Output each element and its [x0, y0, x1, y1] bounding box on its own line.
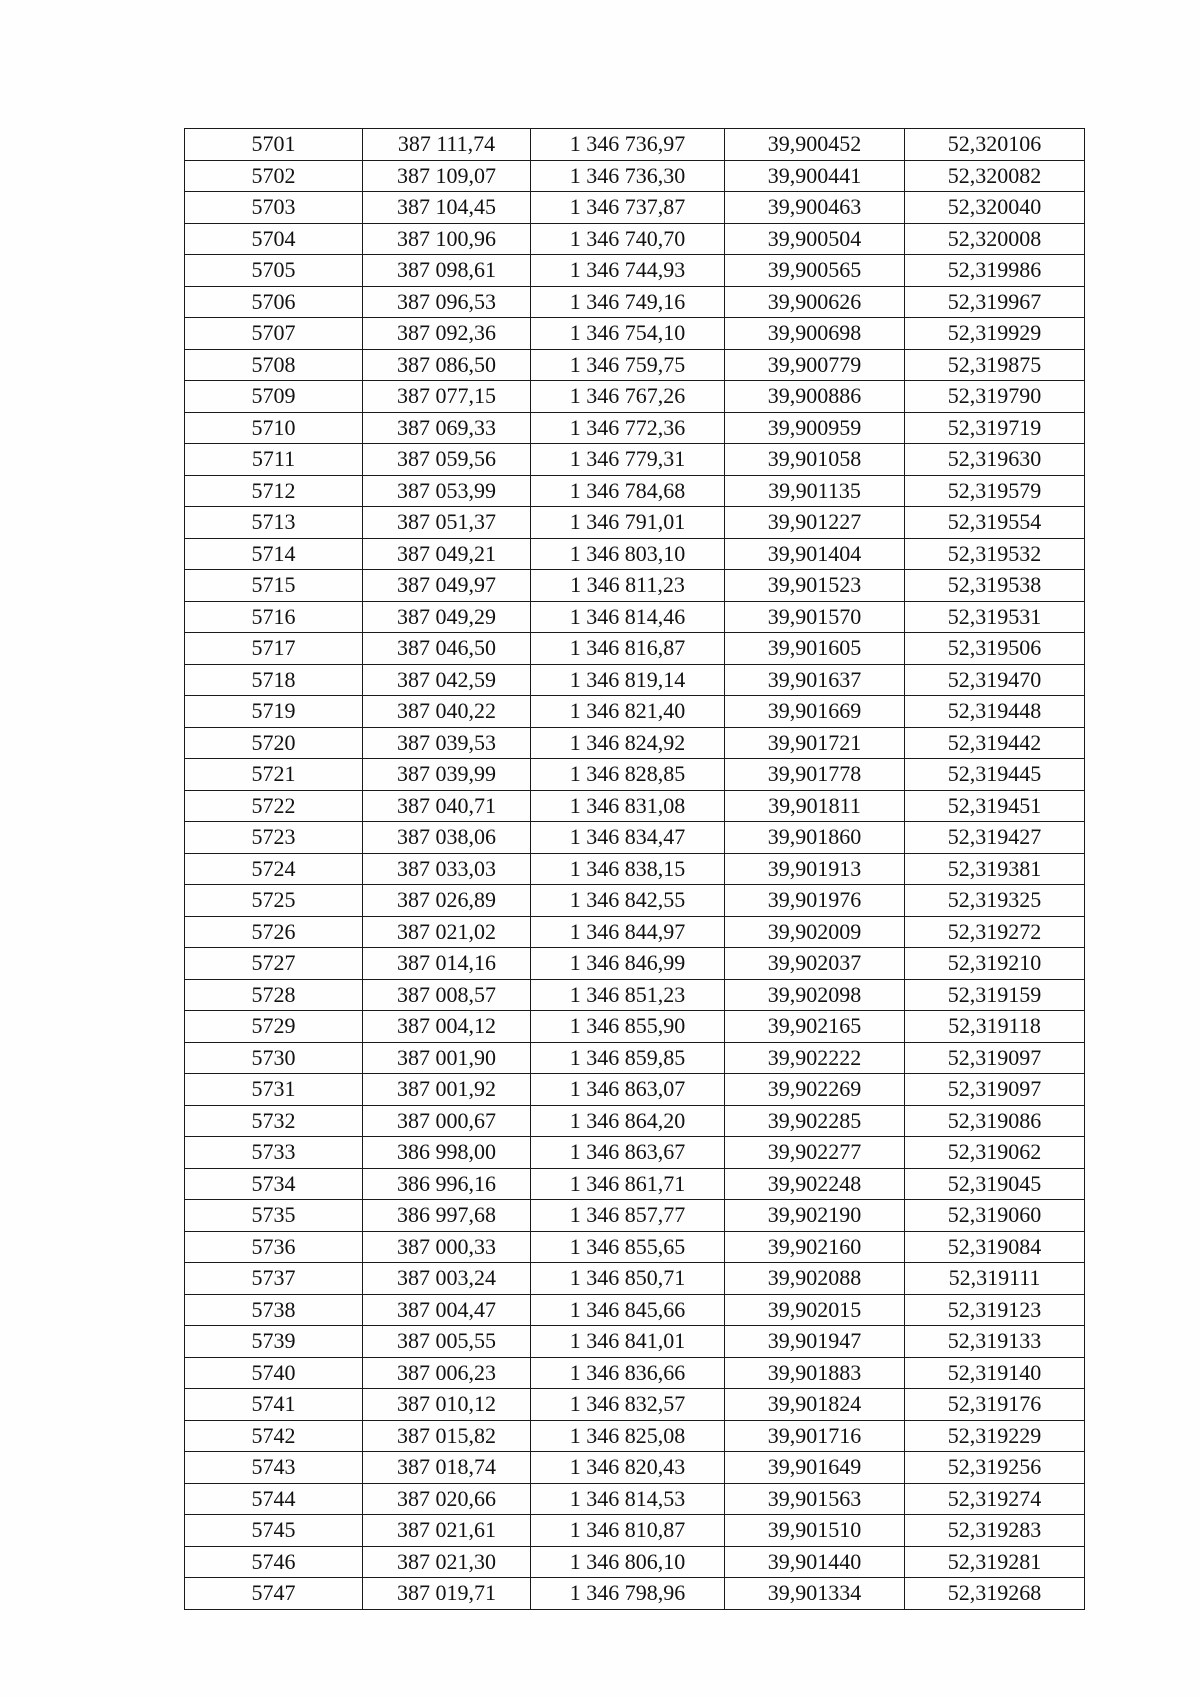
longitude-cell: 39,901570: [725, 601, 905, 633]
longitude-cell: 39,901510: [725, 1515, 905, 1547]
x-coordinate-cell: 387 033,03: [363, 853, 531, 885]
longitude-cell: 39,901404: [725, 538, 905, 570]
longitude-cell: 39,901778: [725, 759, 905, 791]
point-number-cell: 5732: [185, 1105, 363, 1137]
table-row: [185, 1389, 1085, 1421]
x-coordinate-cell: 387 040,71: [363, 790, 531, 822]
latitude-cell: 52,319283: [905, 1515, 1085, 1547]
y-coordinate-cell: 1 346 831,08: [531, 790, 725, 822]
latitude-cell: 52,319719: [905, 412, 1085, 444]
point-number-cell: 5738: [185, 1294, 363, 1326]
point-number-cell: 5710: [185, 412, 363, 444]
table-row: [185, 349, 1085, 381]
longitude-cell: 39,900452: [725, 129, 905, 161]
point-number-cell: 5743: [185, 1452, 363, 1484]
y-coordinate-cell: 1 346 816,87: [531, 633, 725, 665]
x-coordinate-cell: 387 021,61: [363, 1515, 531, 1547]
table-row: [185, 255, 1085, 287]
x-coordinate-cell: 387 000,33: [363, 1231, 531, 1263]
latitude-cell: 52,319159: [905, 979, 1085, 1011]
table-row: [185, 759, 1085, 791]
latitude-cell: 52,319427: [905, 822, 1085, 854]
point-number-cell: 5745: [185, 1515, 363, 1547]
y-coordinate-cell: 1 346 811,23: [531, 570, 725, 602]
longitude-cell: 39,901811: [725, 790, 905, 822]
table-row: [185, 727, 1085, 759]
longitude-cell: 39,902190: [725, 1200, 905, 1232]
table-row: [185, 979, 1085, 1011]
x-coordinate-cell: 387 020,66: [363, 1483, 531, 1515]
y-coordinate-cell: 1 346 863,07: [531, 1074, 725, 1106]
longitude-cell: 39,902165: [725, 1011, 905, 1043]
point-number-cell: 5724: [185, 853, 363, 885]
latitude-cell: 52,319086: [905, 1105, 1085, 1137]
table-row: [185, 1357, 1085, 1389]
point-number-cell: 5714: [185, 538, 363, 570]
point-number-cell: 5728: [185, 979, 363, 1011]
point-number-cell: 5746: [185, 1546, 363, 1578]
latitude-cell: 52,319140: [905, 1357, 1085, 1389]
table-row: [185, 1515, 1085, 1547]
y-coordinate-cell: 1 346 851,23: [531, 979, 725, 1011]
y-coordinate-cell: 1 346 814,53: [531, 1483, 725, 1515]
latitude-cell: 52,319281: [905, 1546, 1085, 1578]
x-coordinate-cell: 387 049,97: [363, 570, 531, 602]
latitude-cell: 52,319210: [905, 948, 1085, 980]
y-coordinate-cell: 1 346 863,67: [531, 1137, 725, 1169]
latitude-cell: 52,319256: [905, 1452, 1085, 1484]
latitude-cell: 52,319451: [905, 790, 1085, 822]
y-coordinate-cell: 1 346 845,66: [531, 1294, 725, 1326]
x-coordinate-cell: 387 010,12: [363, 1389, 531, 1421]
y-coordinate-cell: 1 346 855,65: [531, 1231, 725, 1263]
longitude-cell: 39,900565: [725, 255, 905, 287]
y-coordinate-cell: 1 346 850,71: [531, 1263, 725, 1295]
point-number-cell: 5737: [185, 1263, 363, 1295]
table-row: [185, 601, 1085, 633]
y-coordinate-cell: 1 346 749,16: [531, 286, 725, 318]
table-row: [185, 318, 1085, 350]
y-coordinate-cell: 1 346 855,90: [531, 1011, 725, 1043]
point-number-cell: 5709: [185, 381, 363, 413]
latitude-cell: 52,319268: [905, 1578, 1085, 1610]
y-coordinate-cell: 1 346 803,10: [531, 538, 725, 570]
point-number-cell: 5723: [185, 822, 363, 854]
table-row: [185, 1263, 1085, 1295]
table-row: [185, 192, 1085, 224]
point-number-cell: 5741: [185, 1389, 363, 1421]
longitude-cell: 39,901716: [725, 1420, 905, 1452]
longitude-cell: 39,900698: [725, 318, 905, 350]
x-coordinate-cell: 387 098,61: [363, 255, 531, 287]
y-coordinate-cell: 1 346 842,55: [531, 885, 725, 917]
latitude-cell: 52,319272: [905, 916, 1085, 948]
latitude-cell: 52,319967: [905, 286, 1085, 318]
x-coordinate-cell: 387 049,21: [363, 538, 531, 570]
y-coordinate-cell: 1 346 838,15: [531, 853, 725, 885]
table-row: [185, 160, 1085, 192]
longitude-cell: 39,901227: [725, 507, 905, 539]
latitude-cell: 52,320040: [905, 192, 1085, 224]
y-coordinate-cell: 1 346 810,87: [531, 1515, 725, 1547]
y-coordinate-cell: 1 346 759,75: [531, 349, 725, 381]
y-coordinate-cell: 1 346 861,71: [531, 1168, 725, 1200]
x-coordinate-cell: 387 008,57: [363, 979, 531, 1011]
x-coordinate-cell: 387 021,30: [363, 1546, 531, 1578]
longitude-cell: 39,900504: [725, 223, 905, 255]
latitude-cell: 52,319790: [905, 381, 1085, 413]
table-row: [185, 948, 1085, 980]
x-coordinate-cell: 387 039,99: [363, 759, 531, 791]
latitude-cell: 52,319084: [905, 1231, 1085, 1263]
table-row: [185, 129, 1085, 161]
table-row: [185, 412, 1085, 444]
y-coordinate-cell: 1 346 824,92: [531, 727, 725, 759]
longitude-cell: 39,901605: [725, 633, 905, 665]
longitude-cell: 39,902015: [725, 1294, 905, 1326]
latitude-cell: 52,319176: [905, 1389, 1085, 1421]
latitude-cell: 52,319111: [905, 1263, 1085, 1295]
latitude-cell: 52,319579: [905, 475, 1085, 507]
longitude-cell: 39,901913: [725, 853, 905, 885]
x-coordinate-cell: 387 096,53: [363, 286, 531, 318]
point-number-cell: 5702: [185, 160, 363, 192]
point-number-cell: 5739: [185, 1326, 363, 1358]
latitude-cell: 52,319929: [905, 318, 1085, 350]
point-number-cell: 5721: [185, 759, 363, 791]
latitude-cell: 52,319554: [905, 507, 1085, 539]
x-coordinate-cell: 387 004,12: [363, 1011, 531, 1043]
point-number-cell: 5747: [185, 1578, 363, 1610]
table-row: [185, 1042, 1085, 1074]
x-coordinate-cell: 387 069,33: [363, 412, 531, 444]
point-number-cell: 5717: [185, 633, 363, 665]
longitude-cell: 39,900441: [725, 160, 905, 192]
latitude-cell: 52,319062: [905, 1137, 1085, 1169]
point-number-cell: 5729: [185, 1011, 363, 1043]
x-coordinate-cell: 387 005,55: [363, 1326, 531, 1358]
coordinates-table-body: [185, 129, 1085, 1610]
point-number-cell: 5704: [185, 223, 363, 255]
longitude-cell: 39,900463: [725, 192, 905, 224]
point-number-cell: 5744: [185, 1483, 363, 1515]
point-number-cell: 5736: [185, 1231, 363, 1263]
latitude-cell: 52,319506: [905, 633, 1085, 665]
table-row: [185, 475, 1085, 507]
x-coordinate-cell: 386 997,68: [363, 1200, 531, 1232]
x-coordinate-cell: 387 021,02: [363, 916, 531, 948]
latitude-cell: 52,319538: [905, 570, 1085, 602]
x-coordinate-cell: 387 038,06: [363, 822, 531, 854]
y-coordinate-cell: 1 346 844,97: [531, 916, 725, 948]
longitude-cell: 39,900886: [725, 381, 905, 413]
longitude-cell: 39,901058: [725, 444, 905, 476]
point-number-cell: 5718: [185, 664, 363, 696]
longitude-cell: 39,901976: [725, 885, 905, 917]
latitude-cell: 52,319118: [905, 1011, 1085, 1043]
y-coordinate-cell: 1 346 825,08: [531, 1420, 725, 1452]
point-number-cell: 5731: [185, 1074, 363, 1106]
latitude-cell: 52,320008: [905, 223, 1085, 255]
longitude-cell: 39,902269: [725, 1074, 905, 1106]
table-row: [185, 696, 1085, 728]
longitude-cell: 39,902285: [725, 1105, 905, 1137]
latitude-cell: 52,319630: [905, 444, 1085, 476]
table-row: [185, 381, 1085, 413]
y-coordinate-cell: 1 346 736,30: [531, 160, 725, 192]
table-row: [185, 1578, 1085, 1610]
longitude-cell: 39,901523: [725, 570, 905, 602]
table-row: [185, 538, 1085, 570]
longitude-cell: 39,901563: [725, 1483, 905, 1515]
longitude-cell: 39,901334: [725, 1578, 905, 1610]
point-number-cell: 5720: [185, 727, 363, 759]
y-coordinate-cell: 1 346 806,10: [531, 1546, 725, 1578]
latitude-cell: 52,319045: [905, 1168, 1085, 1200]
y-coordinate-cell: 1 346 772,36: [531, 412, 725, 444]
table-row: [185, 664, 1085, 696]
latitude-cell: 52,319986: [905, 255, 1085, 287]
y-coordinate-cell: 1 346 857,77: [531, 1200, 725, 1232]
latitude-cell: 52,319060: [905, 1200, 1085, 1232]
x-coordinate-cell: 387 018,74: [363, 1452, 531, 1484]
longitude-cell: 39,901947: [725, 1326, 905, 1358]
latitude-cell: 52,320106: [905, 129, 1085, 161]
latitude-cell: 52,319531: [905, 601, 1085, 633]
longitude-cell: 39,900959: [725, 412, 905, 444]
table-row: [185, 853, 1085, 885]
longitude-cell: 39,901860: [725, 822, 905, 854]
y-coordinate-cell: 1 346 821,40: [531, 696, 725, 728]
table-row: [185, 885, 1085, 917]
point-number-cell: 5707: [185, 318, 363, 350]
table-row: [185, 286, 1085, 318]
longitude-cell: 39,900626: [725, 286, 905, 318]
point-number-cell: 5730: [185, 1042, 363, 1074]
table-row: [185, 1483, 1085, 1515]
latitude-cell: 52,319097: [905, 1042, 1085, 1074]
longitude-cell: 39,901637: [725, 664, 905, 696]
y-coordinate-cell: 1 346 740,70: [531, 223, 725, 255]
latitude-cell: 52,319445: [905, 759, 1085, 791]
y-coordinate-cell: 1 346 841,01: [531, 1326, 725, 1358]
x-coordinate-cell: 387 111,74: [363, 129, 531, 161]
y-coordinate-cell: 1 346 767,26: [531, 381, 725, 413]
x-coordinate-cell: 387 015,82: [363, 1420, 531, 1452]
x-coordinate-cell: 387 086,50: [363, 349, 531, 381]
point-number-cell: 5727: [185, 948, 363, 980]
table-row: [185, 444, 1085, 476]
point-number-cell: 5722: [185, 790, 363, 822]
y-coordinate-cell: 1 346 754,10: [531, 318, 725, 350]
x-coordinate-cell: 387 109,07: [363, 160, 531, 192]
y-coordinate-cell: 1 346 798,96: [531, 1578, 725, 1610]
point-number-cell: 5742: [185, 1420, 363, 1452]
longitude-cell: 39,902098: [725, 979, 905, 1011]
point-number-cell: 5711: [185, 444, 363, 476]
x-coordinate-cell: 387 026,89: [363, 885, 531, 917]
y-coordinate-cell: 1 346 736,97: [531, 129, 725, 161]
x-coordinate-cell: 387 077,15: [363, 381, 531, 413]
longitude-cell: 39,901135: [725, 475, 905, 507]
y-coordinate-cell: 1 346 836,66: [531, 1357, 725, 1389]
point-number-cell: 5708: [185, 349, 363, 381]
point-number-cell: 5705: [185, 255, 363, 287]
table-row: [185, 1105, 1085, 1137]
x-coordinate-cell: 387 040,22: [363, 696, 531, 728]
latitude-cell: 52,319123: [905, 1294, 1085, 1326]
x-coordinate-cell: 387 092,36: [363, 318, 531, 350]
coordinates-table: [184, 128, 1085, 1610]
table-row: [185, 822, 1085, 854]
latitude-cell: 52,319532: [905, 538, 1085, 570]
point-number-cell: 5740: [185, 1357, 363, 1389]
longitude-cell: 39,902248: [725, 1168, 905, 1200]
point-number-cell: 5734: [185, 1168, 363, 1200]
x-coordinate-cell: 386 998,00: [363, 1137, 531, 1169]
point-number-cell: 5733: [185, 1137, 363, 1169]
latitude-cell: 52,319442: [905, 727, 1085, 759]
point-number-cell: 5719: [185, 696, 363, 728]
point-number-cell: 5725: [185, 885, 363, 917]
table-row: [185, 790, 1085, 822]
latitude-cell: 52,319133: [905, 1326, 1085, 1358]
table-row: [185, 1452, 1085, 1484]
table-row: [185, 223, 1085, 255]
longitude-cell: 39,902009: [725, 916, 905, 948]
longitude-cell: 39,902037: [725, 948, 905, 980]
table-row: [185, 1326, 1085, 1358]
y-coordinate-cell: 1 346 744,93: [531, 255, 725, 287]
y-coordinate-cell: 1 346 820,43: [531, 1452, 725, 1484]
table-row: [185, 1420, 1085, 1452]
point-number-cell: 5713: [185, 507, 363, 539]
point-number-cell: 5701: [185, 129, 363, 161]
point-number-cell: 5735: [185, 1200, 363, 1232]
longitude-cell: 39,901824: [725, 1389, 905, 1421]
point-number-cell: 5715: [185, 570, 363, 602]
latitude-cell: 52,319229: [905, 1420, 1085, 1452]
table-row: [185, 507, 1085, 539]
x-coordinate-cell: 387 049,29: [363, 601, 531, 633]
x-coordinate-cell: 387 000,67: [363, 1105, 531, 1137]
point-number-cell: 5703: [185, 192, 363, 224]
latitude-cell: 52,319448: [905, 696, 1085, 728]
x-coordinate-cell: 387 051,37: [363, 507, 531, 539]
table-row: [185, 1011, 1085, 1043]
x-coordinate-cell: 387 100,96: [363, 223, 531, 255]
y-coordinate-cell: 1 346 784,68: [531, 475, 725, 507]
longitude-cell: 39,901649: [725, 1452, 905, 1484]
table-row: [185, 1137, 1085, 1169]
point-number-cell: 5712: [185, 475, 363, 507]
x-coordinate-cell: 387 001,92: [363, 1074, 531, 1106]
latitude-cell: 52,319097: [905, 1074, 1085, 1106]
x-coordinate-cell: 387 053,99: [363, 475, 531, 507]
x-coordinate-cell: 387 014,16: [363, 948, 531, 980]
point-number-cell: 5706: [185, 286, 363, 318]
latitude-cell: 52,319325: [905, 885, 1085, 917]
table-row: [185, 1168, 1085, 1200]
table-row: [185, 633, 1085, 665]
x-coordinate-cell: 387 006,23: [363, 1357, 531, 1389]
latitude-cell: 52,320082: [905, 160, 1085, 192]
x-coordinate-cell: 387 019,71: [363, 1578, 531, 1610]
x-coordinate-cell: 387 046,50: [363, 633, 531, 665]
table-row: [185, 570, 1085, 602]
y-coordinate-cell: 1 346 779,31: [531, 444, 725, 476]
longitude-cell: 39,902088: [725, 1263, 905, 1295]
table-row: [185, 1074, 1085, 1106]
longitude-cell: 39,901883: [725, 1357, 905, 1389]
x-coordinate-cell: 387 104,45: [363, 192, 531, 224]
point-number-cell: 5716: [185, 601, 363, 633]
x-coordinate-cell: 387 004,47: [363, 1294, 531, 1326]
longitude-cell: 39,901721: [725, 727, 905, 759]
y-coordinate-cell: 1 346 846,99: [531, 948, 725, 980]
y-coordinate-cell: 1 346 859,85: [531, 1042, 725, 1074]
x-coordinate-cell: 387 003,24: [363, 1263, 531, 1295]
latitude-cell: 52,319381: [905, 853, 1085, 885]
x-coordinate-cell: 387 039,53: [363, 727, 531, 759]
y-coordinate-cell: 1 346 834,47: [531, 822, 725, 854]
point-number-cell: 5726: [185, 916, 363, 948]
latitude-cell: 52,319470: [905, 664, 1085, 696]
y-coordinate-cell: 1 346 737,87: [531, 192, 725, 224]
latitude-cell: 52,319274: [905, 1483, 1085, 1515]
longitude-cell: 39,901440: [725, 1546, 905, 1578]
x-coordinate-cell: 386 996,16: [363, 1168, 531, 1200]
longitude-cell: 39,902222: [725, 1042, 905, 1074]
longitude-cell: 39,902277: [725, 1137, 905, 1169]
longitude-cell: 39,900779: [725, 349, 905, 381]
table-row: [185, 1231, 1085, 1263]
x-coordinate-cell: 387 059,56: [363, 444, 531, 476]
table-row: [185, 1294, 1085, 1326]
y-coordinate-cell: 1 346 864,20: [531, 1105, 725, 1137]
latitude-cell: 52,319875: [905, 349, 1085, 381]
y-coordinate-cell: 1 346 832,57: [531, 1389, 725, 1421]
x-coordinate-cell: 387 001,90: [363, 1042, 531, 1074]
longitude-cell: 39,901669: [725, 696, 905, 728]
x-coordinate-cell: 387 042,59: [363, 664, 531, 696]
table-row: [185, 1546, 1085, 1578]
y-coordinate-cell: 1 346 814,46: [531, 601, 725, 633]
y-coordinate-cell: 1 346 828,85: [531, 759, 725, 791]
longitude-cell: 39,902160: [725, 1231, 905, 1263]
y-coordinate-cell: 1 346 791,01: [531, 507, 725, 539]
table-row: [185, 916, 1085, 948]
table-row: [185, 1200, 1085, 1232]
y-coordinate-cell: 1 346 819,14: [531, 664, 725, 696]
